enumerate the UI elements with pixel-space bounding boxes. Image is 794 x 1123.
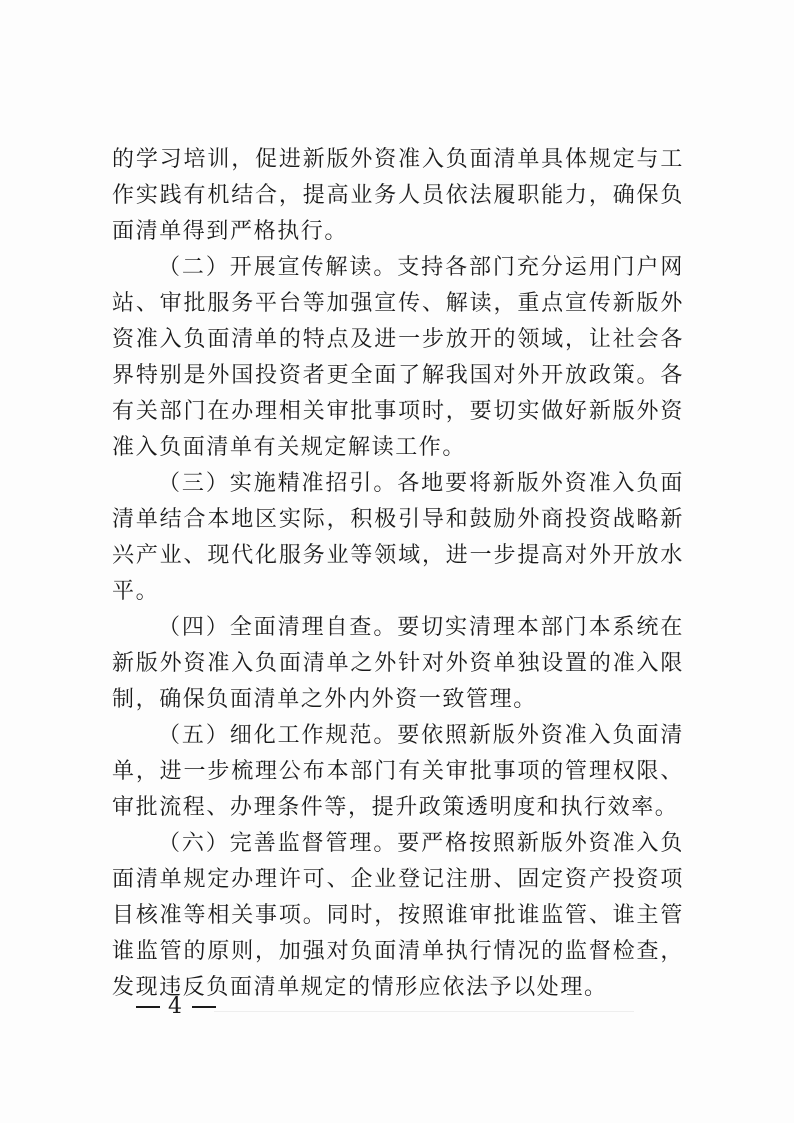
paragraph-supervision: （六）完善监督管理。要严格按照新版外资准入负面清单规定办理许可、企业登记注册、固定资产投资项目核准等相关事项。同时，按照谁审批谁监管、谁主管谁监管的原则，加强对负面清单执行情况的监督检查，发现违反负面清单规定的情形应依法予以处理。 [112, 831, 684, 1000]
paragraph-work-norms: （五）细化工作规范。要依照新版外资准入负面清单，进一步梳理公布本部门有关审批事项的管理权限、审批流程、办理条件等，提升政策透明度和执行效率。 [112, 723, 684, 820]
paragraph-investment-attraction: （三）实施精准招引。各地要将新版外资准入负面清单结合本地区实际，积极引导和鼓励外商投资战略新兴产业、现代化服务业等领域，进一步提高对外开放水平。 [112, 471, 684, 604]
dash-left [136, 1006, 160, 1008]
document-body [112, 142, 684, 1006]
dash-right [192, 1006, 216, 1008]
paragraph-publicity: （二）开展宣传解读。支持各部门充分运用门户网站、审批服务平台等加强宣传、解读，重点宣传新版外资准入负面清单的特点及进一步放开的领域，让社会各界特别是外国投资者更全面了解我国对外开放政策。各有关部门在办理相关审批事项时，要切实做好新版外资准入负面清单有关规定解读工作。 [112, 255, 684, 460]
paragraph-self-inspection: （四）全面清理自查。要切实清理本部门本系统在新版外资准入负面清单之外针对外资单独设置的准入限制，确保负面清单之外内外资一致管理。 [112, 615, 684, 712]
page-footer [128, 994, 224, 1019]
footer-divider [214, 1011, 634, 1012]
page-number: 4 [168, 994, 184, 1019]
paragraph-continuation: 的学习培训，促进新版外资准入负面清单具体规定与工作实践有机结合，提高业务人员依法履职能力，确保负面清单得到严格执行。 [112, 147, 684, 244]
